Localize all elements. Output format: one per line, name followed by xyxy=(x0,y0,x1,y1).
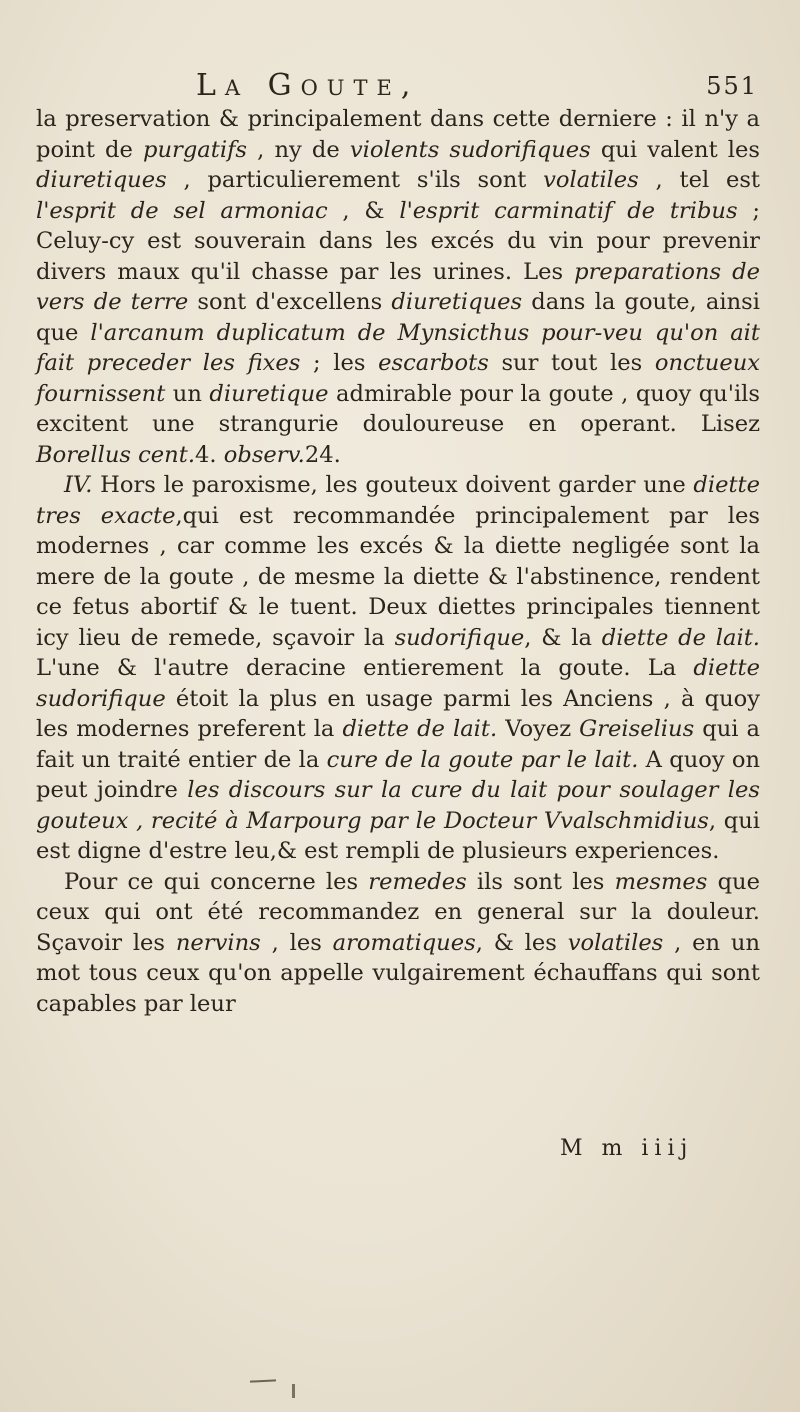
text-segment: , ny de xyxy=(247,136,350,163)
italic-text-segment: sudorifique xyxy=(394,624,525,651)
paragraph xyxy=(36,104,760,470)
italic-text-segment: diette de lait. xyxy=(601,624,760,651)
italic-text-segment: IV. xyxy=(64,472,93,498)
text-segment: ils sont les xyxy=(466,868,615,895)
text-segment: , & la xyxy=(524,624,602,651)
text-segment: 24. xyxy=(304,441,341,468)
text-segment: qui valent les xyxy=(590,136,760,163)
page-number: 551 xyxy=(706,72,758,100)
italic-text-segment: diette de lait. xyxy=(342,716,498,742)
italic-text-segment: l'arcanum duplicatum de Mynsicthus pour-veu qu'on ait fait preceder les fixes xyxy=(36,319,760,376)
body-text xyxy=(36,104,760,1019)
text-segment: étoit la plus en usage parmi les Anciens , à quoy les modernes preferent la xyxy=(36,685,760,742)
italic-text-segment: les discours sur la cure du lait pour soulager les gouteux , recité à Marpourg par le Docteur Vvalschmidius xyxy=(36,777,760,834)
italic-text-segment: purgatifs xyxy=(143,136,248,163)
italic-text-segment: Greiselius xyxy=(579,716,695,742)
signature-mark: M m iiij xyxy=(560,1136,694,1161)
text-segment: , en un mot tous ceux qu'on appelle vulgairement échauffans qui sont capables par leur xyxy=(36,929,761,1017)
text-segment: , & les xyxy=(475,929,568,956)
paragraph xyxy=(36,867,760,1020)
italic-text-segment: volatiles xyxy=(567,929,664,956)
italic-text-segment: observ. xyxy=(223,441,305,468)
text-segment: , particulierement s'ils sont xyxy=(166,167,544,193)
ink-specks xyxy=(240,1374,360,1404)
text-segment: que ceux qui ont été recommandez en general sur la douleur. Sçavoir les xyxy=(36,868,760,956)
text-segment: ,qui est recommandée principalement par les modernes , car comme les excés & la diette negligée sont la mere de la goute , de mesme la diette & l'abstinence, rendent ce fetus abortif & le tuent. Deux diettes principales tiennent icy lieu de remede, sçavoir la xyxy=(36,502,760,651)
text-segment: un xyxy=(165,380,210,407)
italic-text-segment: diette tres exacte xyxy=(36,472,760,529)
text-segment: 4. xyxy=(195,441,224,468)
italic-text-segment: diette sudorifique xyxy=(36,655,760,712)
text-segment: admirable pour la goute , quoy qu'ils excitent une strangurie douloureuse en operant. Lisez xyxy=(36,380,760,437)
italic-text-segment: l'esprit carminatif de tribus xyxy=(399,197,738,224)
text-segment: , tel est xyxy=(638,167,760,193)
paragraph xyxy=(36,470,760,867)
text-segment: la preservation & principalement dans cette derniere : il n'y a point de xyxy=(36,106,760,163)
italic-text-segment: escarbots xyxy=(378,350,489,376)
text-segment: ; les xyxy=(300,350,379,376)
text-segment: , & xyxy=(327,197,400,224)
text-segment: L'une & l'autre deracine entierement la goute. La xyxy=(36,655,694,681)
text-segment: ; Celuy-cy est souverain dans les excés du vin pour prevenir divers maux qu'il chasse par les urines. Les xyxy=(36,197,760,285)
text-segment: sur tout les xyxy=(488,350,655,376)
page-header xyxy=(36,68,764,104)
italic-text-segment: cure de la goute par le lait. xyxy=(326,746,639,773)
text-segment: Hors le paroxisme, les gouteux doivent garder une xyxy=(92,472,694,498)
italic-text-segment: volatiles xyxy=(543,167,639,193)
ink-speck xyxy=(292,1384,295,1398)
text-segment: , les xyxy=(260,929,333,956)
italic-text-segment: Borellus cent. xyxy=(36,441,195,468)
text-segment: Voyez xyxy=(497,716,580,742)
text-segment: qui a fait un traité entier de la xyxy=(36,716,761,773)
text-segment: , qui est digne d'estre leu,& est rempli de plusieurs experiences. xyxy=(36,807,761,864)
italic-text-segment: remedes xyxy=(368,868,467,895)
text-segment: dans la goute, ainsi que xyxy=(36,289,760,346)
italic-text-segment: nervins xyxy=(175,929,261,956)
ink-speck xyxy=(250,1379,276,1382)
italic-text-segment: l'esprit de sel armoniac xyxy=(36,197,328,224)
italic-text-segment: mesmes xyxy=(614,868,708,895)
running-title: La Goute, xyxy=(196,68,420,103)
italic-text-segment: aromatiques xyxy=(332,929,476,956)
italic-text-segment: violents sudorifiques xyxy=(349,136,591,163)
italic-text-segment: preparations de vers de terre xyxy=(36,258,760,315)
italic-text-segment: diuretique xyxy=(209,380,329,407)
text-segment: sont d'excellens xyxy=(188,289,392,315)
text-segment: Pour ce qui concerne les xyxy=(64,868,369,895)
italic-text-segment: diuretiques xyxy=(391,289,523,315)
italic-text-segment: onctueux fournissent xyxy=(36,350,760,407)
text-segment: A quoy on peut joindre xyxy=(36,746,760,803)
italic-text-segment: diuretiques xyxy=(36,167,167,193)
